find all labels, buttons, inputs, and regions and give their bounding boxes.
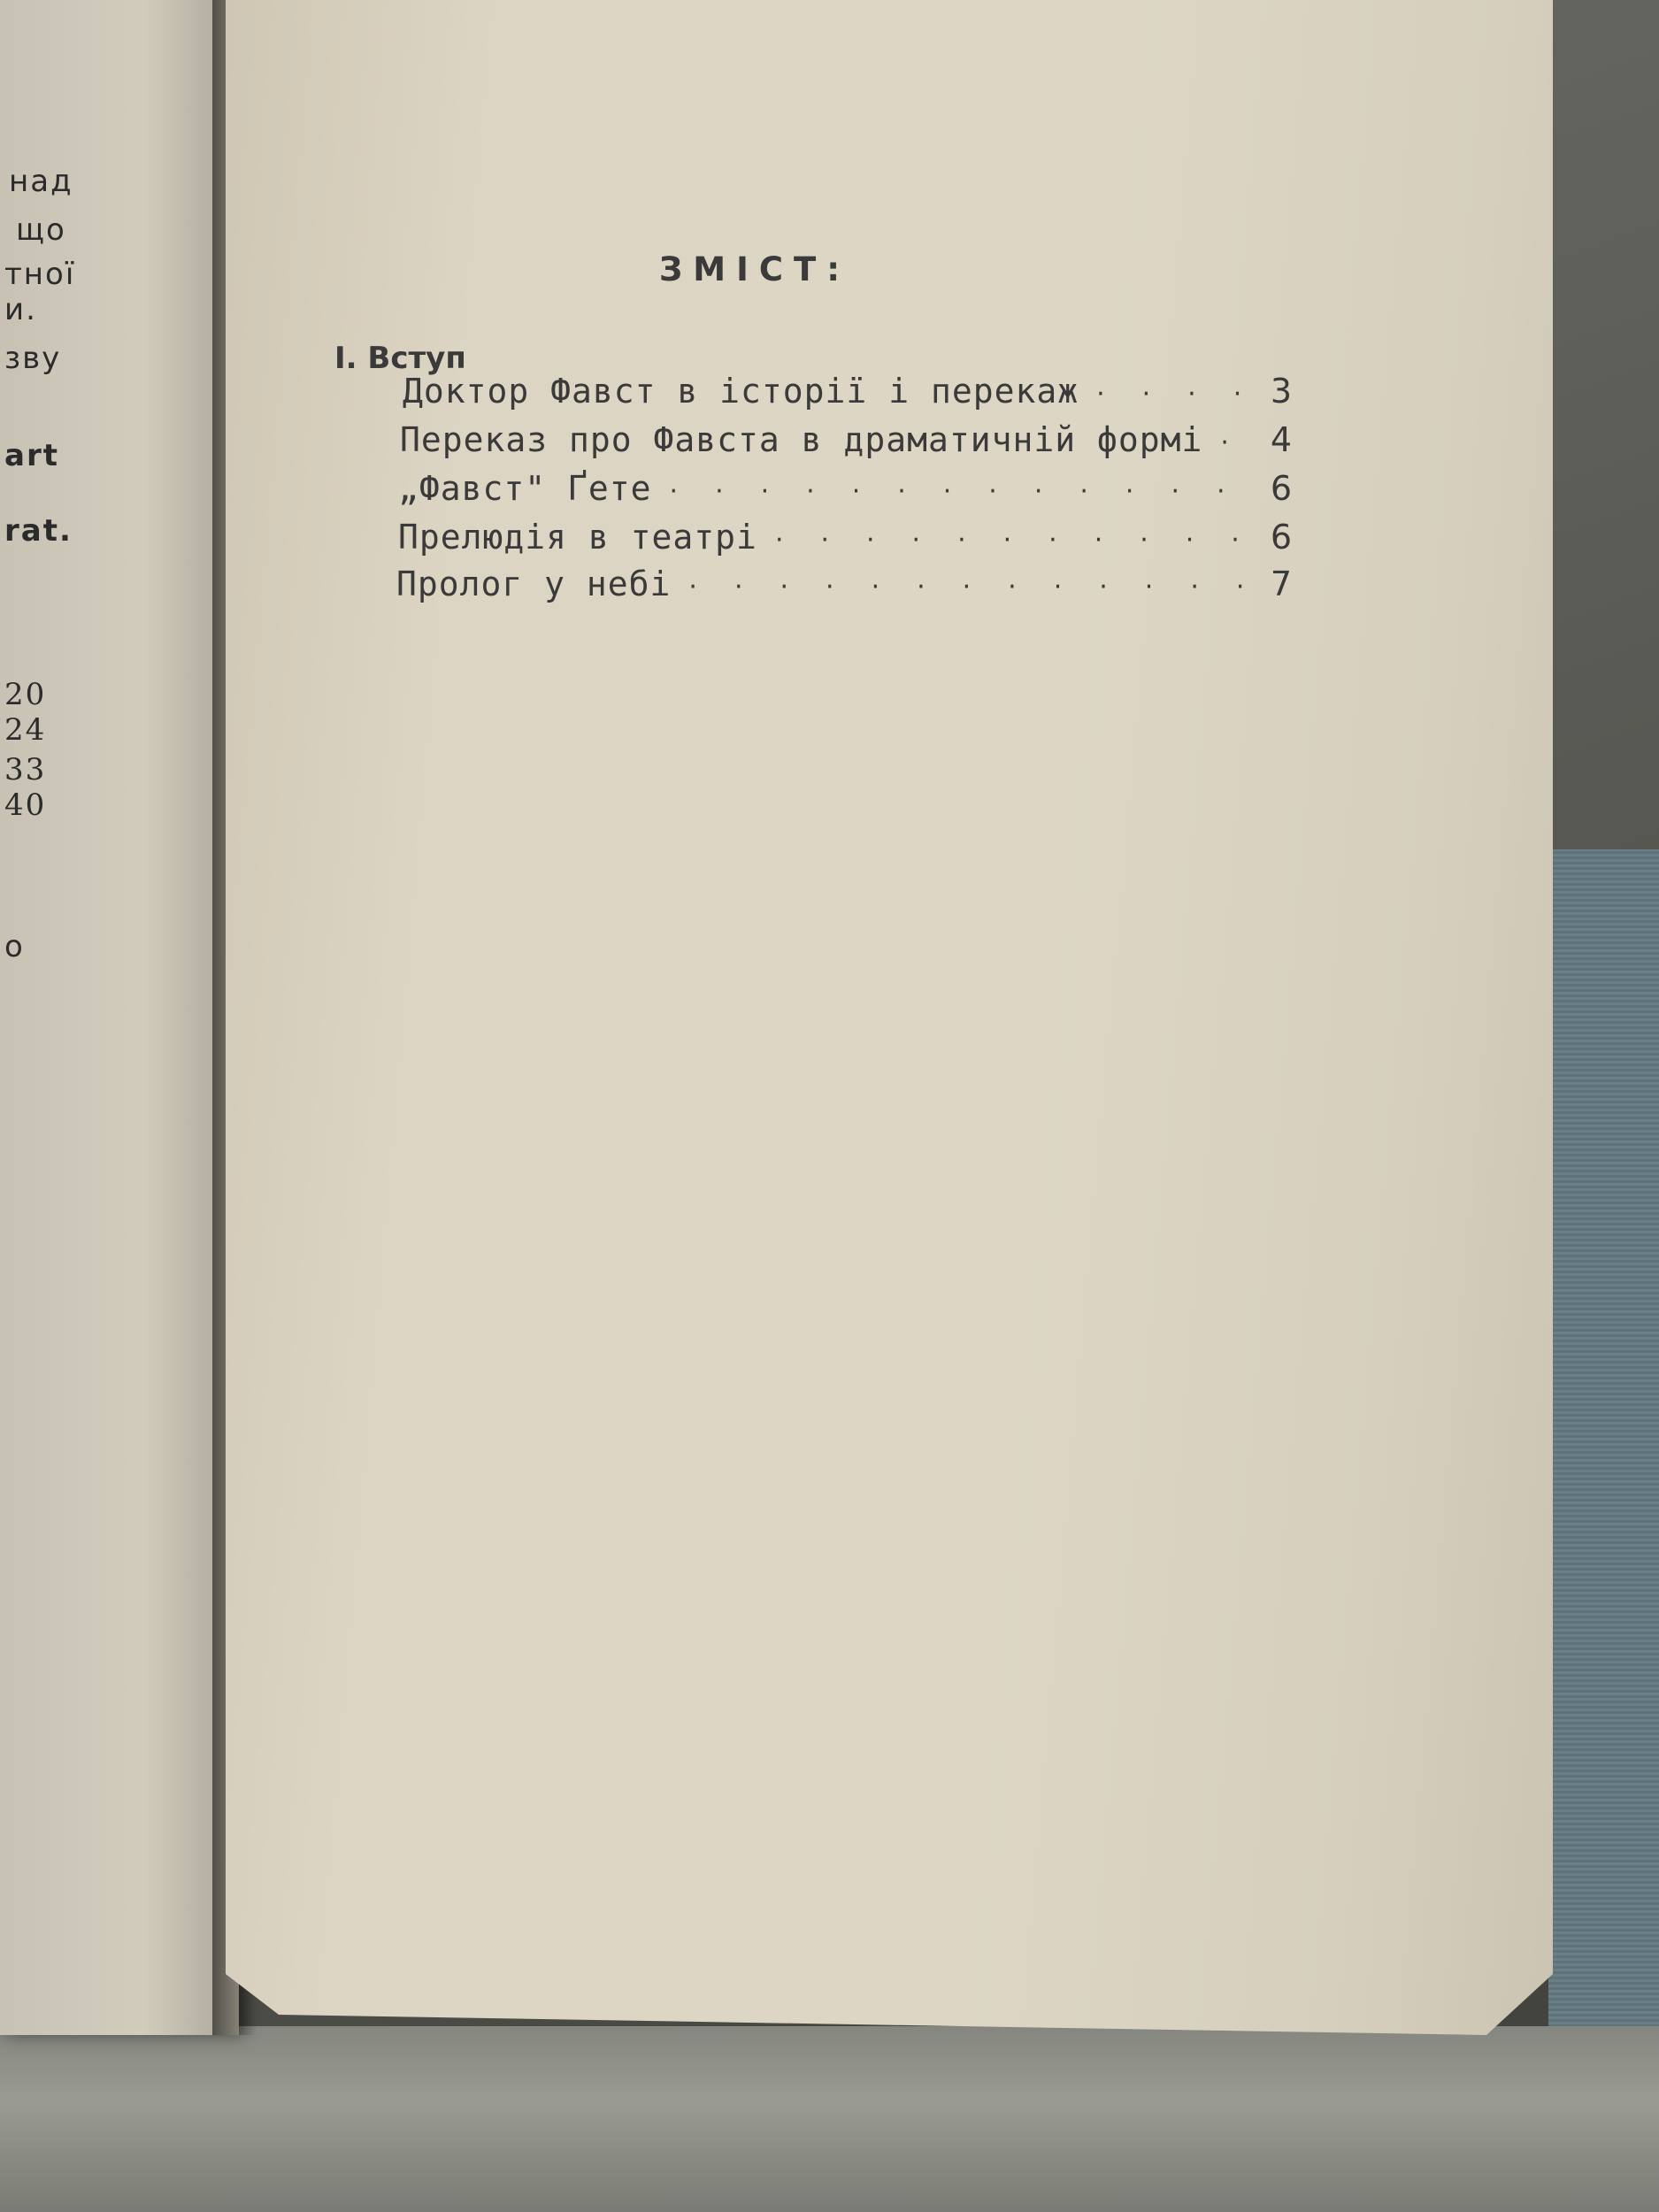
dot-leader bbox=[1202, 427, 1248, 458]
toc-section-heading bbox=[334, 341, 1290, 376]
toc-entry bbox=[396, 565, 1292, 603]
left-page-fragment: rat. bbox=[4, 513, 73, 549]
dot-leader bbox=[671, 572, 1248, 603]
toc-entry-text: Доктор Фавст в історії і перекаж bbox=[403, 372, 1079, 411]
toc-entry-text: Прелюдія в театрі bbox=[398, 518, 757, 557]
left-page-fragment: над bbox=[9, 164, 73, 199]
dot-leader bbox=[652, 476, 1248, 507]
page-title: ЗМІСТ: bbox=[659, 250, 851, 288]
toc-entry-text: Пролог у небі bbox=[396, 565, 672, 603]
toc-entry bbox=[403, 372, 1292, 411]
left-page-fragment: 24 bbox=[4, 712, 47, 748]
left-page-fragment: що bbox=[16, 212, 66, 248]
left-page-fragment: 33 bbox=[4, 752, 47, 787]
dot-leader bbox=[1079, 379, 1248, 410]
page-number: 6 bbox=[1270, 469, 1292, 508]
left-page-fragment: тної bbox=[4, 257, 76, 292]
left-page-fragment: 20 bbox=[4, 677, 47, 712]
page-number: 7 bbox=[1270, 565, 1292, 603]
dot-leader bbox=[757, 525, 1248, 556]
page-number: 4 bbox=[1270, 420, 1292, 459]
section-heading-text: І. Вступ bbox=[334, 341, 466, 376]
toc-entry bbox=[398, 469, 1292, 508]
page-number: 6 bbox=[1270, 518, 1292, 557]
left-page-fragment: зву bbox=[4, 341, 62, 376]
toc-entry bbox=[400, 420, 1292, 459]
left-page-fragment: o bbox=[4, 929, 25, 964]
left-page-fragment: art bbox=[4, 438, 59, 473]
toc-entry-text: „Фавст" Ґете bbox=[398, 469, 652, 508]
left-page-fragment: и. bbox=[4, 292, 37, 327]
toc-entry bbox=[398, 518, 1292, 557]
page-number: 3 bbox=[1270, 372, 1292, 411]
toc-entry-text: Переказ про Фавста в драматичній формі bbox=[400, 420, 1203, 459]
left-page-fragment: 40 bbox=[4, 787, 47, 823]
